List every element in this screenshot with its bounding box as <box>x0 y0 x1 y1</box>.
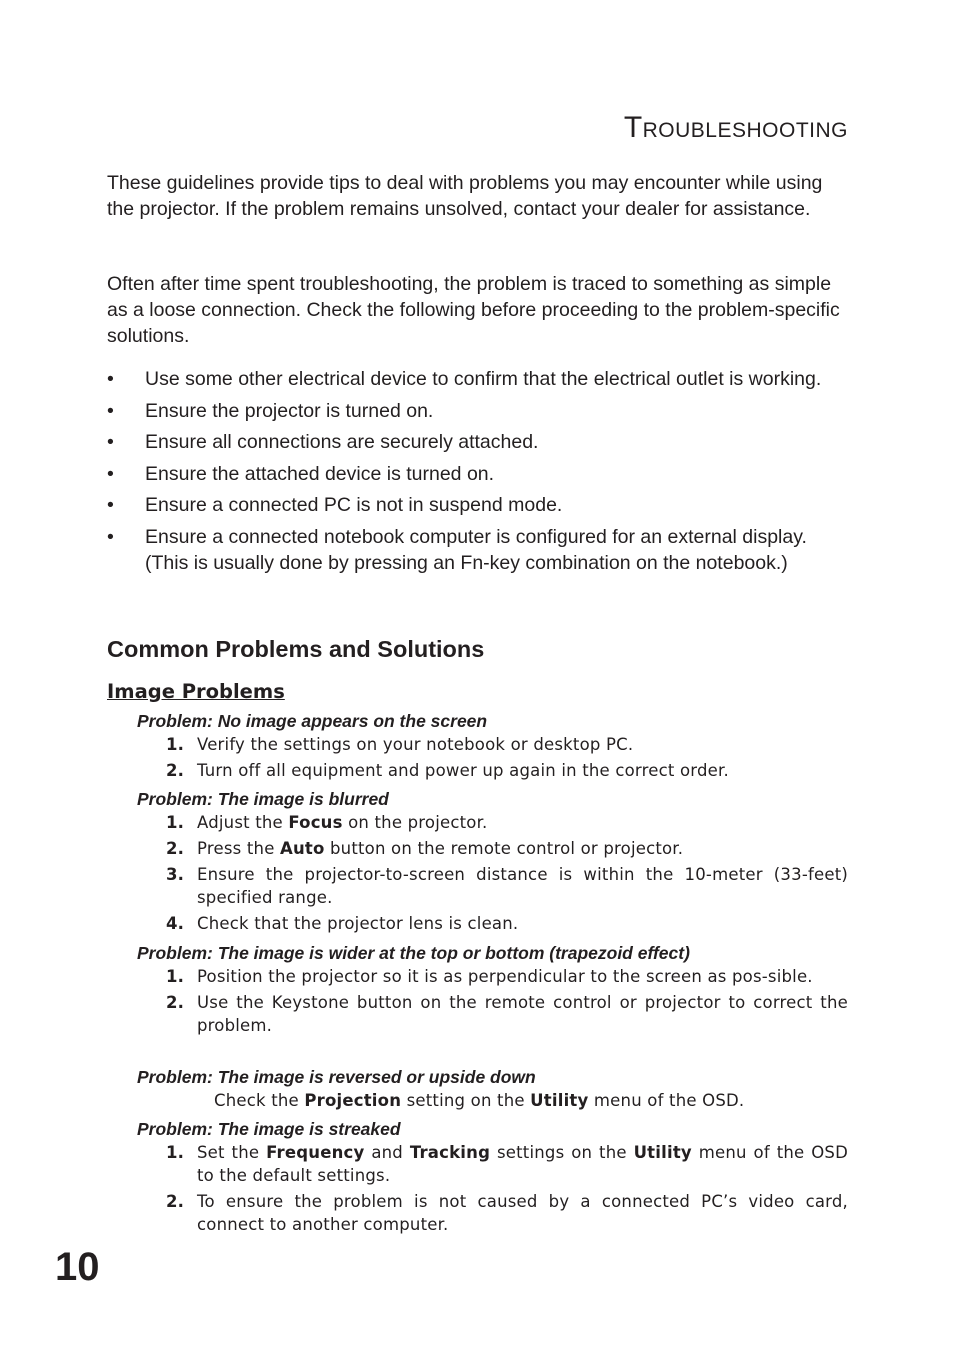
step-text: To ensure the problem is not caused by a connected PC’s video card, connect to another computer. <box>197 1192 848 1234</box>
note-text: Check the <box>214 1091 305 1110</box>
bullet-glyph: • <box>107 431 114 453</box>
bullet-glyph: • <box>107 368 114 390</box>
list-item-text: Use some other electrical device to confirm that the electrical outlet is working. <box>145 368 822 390</box>
step-text: menu of the OSD to the default settings. <box>197 1143 848 1185</box>
bullet-glyph: • <box>107 525 114 548</box>
step-text: Verify the settings on your notebook or desktop PC. <box>197 735 634 754</box>
step-text: Press the <box>197 839 280 858</box>
step-text: Check that the projector lens is clean. <box>197 914 519 933</box>
list-item-text: Ensure a connected PC is not in suspend mode. <box>145 494 563 516</box>
list-item <box>107 366 847 392</box>
note-keyword: Projection <box>304 1091 402 1110</box>
intro-paragraph-2: Often after time spent troubleshooting, the problem is traced to something as simple as a loose connection. Check the following before proceeding to the problem-specific solutions. <box>107 273 840 347</box>
step-keyword: Focus <box>288 813 343 832</box>
step-text: Adjust the <box>197 813 289 832</box>
problem-title: Problem: The image is streaked <box>137 1119 401 1139</box>
step-number: 4. <box>166 914 185 933</box>
bullet-glyph: • <box>107 462 114 485</box>
step-keyword: Utility <box>633 1143 692 1162</box>
section-heading: Common Problems and Solutions <box>107 636 485 662</box>
solution-steps <box>166 733 848 785</box>
solution-note <box>214 1089 744 1112</box>
step-text: Turn off all equipment and power up again in the correct order. <box>197 761 729 780</box>
bullet-glyph: • <box>107 494 114 516</box>
solution-steps <box>166 965 848 1040</box>
list-item-text: Ensure a connected notebook computer is configured for an external display. (This is usually done by pressing an Fn-key combination on the notebook.) <box>145 525 807 574</box>
step-keyword: Auto <box>280 839 325 858</box>
step-number: 1. <box>166 1143 185 1162</box>
step <box>166 1141 848 1187</box>
step <box>166 759 848 782</box>
step-number: 1. <box>166 735 185 754</box>
step-number: 2. <box>166 993 185 1012</box>
step <box>166 991 848 1037</box>
step-text: Set the <box>197 1143 267 1162</box>
step <box>166 965 848 988</box>
step-keyword: Frequency <box>266 1143 365 1162</box>
list-item-text: Ensure the projector is turned on. <box>145 399 434 422</box>
step <box>166 837 848 860</box>
step-number: 2. <box>166 1192 185 1211</box>
page-title: Troubleshooting <box>623 111 848 144</box>
checklist <box>107 366 847 581</box>
step <box>166 733 848 756</box>
note-text: menu of the OSD. <box>588 1091 745 1110</box>
problem-title: Problem: The image is wider at the top or bottom (trapezoid effect) <box>137 943 690 963</box>
list-item-text: Ensure the attached device is turned on. <box>145 462 495 485</box>
step-text: button on the remote control or projector. <box>324 839 684 858</box>
step-number: 2. <box>166 761 185 780</box>
list-item <box>107 429 847 455</box>
solution-steps <box>166 1141 848 1239</box>
bullet-glyph: • <box>107 399 114 422</box>
solution-steps <box>166 811 848 938</box>
step <box>166 912 848 935</box>
list-item <box>107 461 847 487</box>
list-item <box>107 492 847 518</box>
step-text: on the projector. <box>342 813 488 832</box>
step-number: 1. <box>166 967 185 986</box>
step-text: Position the projector so it is as perpendicular to the screen as pos-sible. <box>197 967 813 986</box>
list-item <box>107 398 847 424</box>
step-number: 1. <box>166 813 185 832</box>
step <box>166 811 848 834</box>
step <box>166 863 848 909</box>
step-number: 3. <box>166 865 185 884</box>
step-text: Ensure the projector-to-screen distance is within the 10-meter (33-feet) specified range. <box>197 865 848 907</box>
problem-title: Problem: The image is blurred <box>137 789 389 809</box>
step-text: Use the Keystone button on the remote control or projector to correct the problem. <box>197 993 848 1035</box>
problem-title: Problem: The image is reversed or upside down <box>137 1067 536 1087</box>
note-keyword: Utility <box>530 1091 589 1110</box>
step-text: and <box>364 1143 410 1162</box>
intro-paragraph-1: These guidelines provide tips to deal with problems you may encounter while using the projector. If the problem remains unsolved, contact your dealer for assistance. <box>107 172 823 220</box>
problem-title: Problem: No image appears on the screen <box>137 711 488 731</box>
step-text: settings on the <box>490 1143 634 1162</box>
sub-heading: Image Problems <box>107 680 285 703</box>
step <box>166 1190 848 1236</box>
page-number: 10 <box>55 1245 100 1289</box>
note-text: setting on the <box>401 1091 531 1110</box>
step-keyword: Tracking <box>409 1143 491 1162</box>
list-item-text: Ensure all connections are securely attached. <box>145 431 539 453</box>
step-number: 2. <box>166 839 185 858</box>
list-item <box>107 524 847 576</box>
